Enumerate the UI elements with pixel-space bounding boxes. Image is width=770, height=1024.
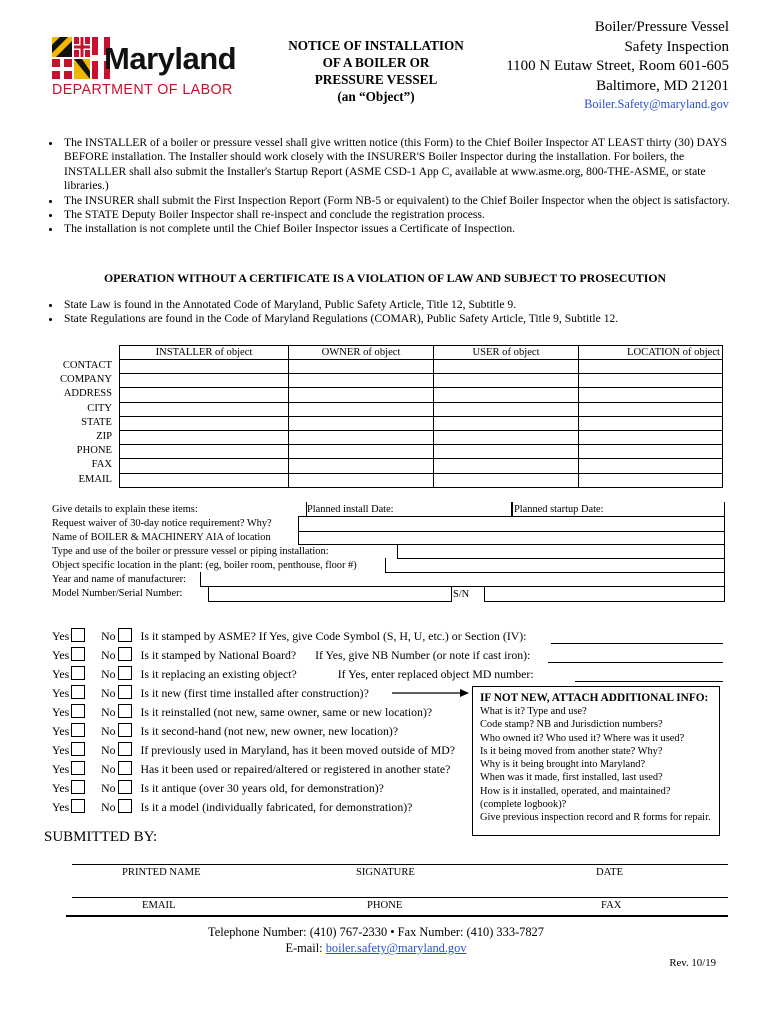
info-line: (complete logbook)? [480, 799, 567, 811]
yes-label: Yes [52, 629, 70, 643]
row-label-phone: PHONE [76, 445, 112, 457]
row-label-state: STATE [81, 416, 112, 428]
nb-answer-line[interactable] [548, 662, 723, 663]
no-label: No [101, 629, 116, 643]
waiver-label: Request waiver of 30-day notice requirement? Why? [52, 518, 272, 529]
installer-contact-cell[interactable] [120, 360, 289, 374]
question-followup: If Yes, enter replaced object MD number: [337, 667, 534, 681]
type-label: Type and use of the boiler or pressure vessel or piping installation: [52, 546, 329, 557]
yes-label: Yes [52, 781, 70, 795]
user-zip-cell[interactable] [434, 430, 579, 444]
no-checkbox[interactable] [118, 704, 132, 718]
question-text: Has it been used or repaired/altered or registered in another state? [140, 762, 451, 776]
location-contact-cell[interactable] [579, 360, 723, 374]
yes-checkbox[interactable] [71, 723, 85, 737]
row-label-fax: FAX [91, 459, 112, 471]
revision-label: Rev. 10/19 [669, 957, 716, 969]
address-line4: Baltimore, MD 21201 [596, 77, 729, 94]
user-state-cell[interactable] [434, 416, 579, 430]
address-line2: Safety Inspection [624, 38, 729, 55]
model-field[interactable] [208, 586, 452, 602]
signature-row-1 [72, 864, 728, 897]
info-line: Give previous inspection record and R forms for repair. [480, 812, 711, 824]
planned-install-label: Planned install Date: [307, 504, 394, 515]
no-label: No [101, 648, 116, 662]
location-zip-cell[interactable] [579, 430, 723, 444]
logo-department: DEPARTMENT OF LABOR [52, 82, 233, 98]
owner-address-cell[interactable] [289, 388, 434, 402]
yes-checkbox[interactable] [71, 704, 85, 718]
column-location: LOCATION of object [579, 346, 723, 360]
info-line: What is it? Type and use? [480, 706, 587, 717]
no-checkbox[interactable] [118, 742, 132, 756]
column-user: USER of object [434, 346, 579, 360]
no-label: No [101, 800, 116, 814]
location-company-cell[interactable] [579, 374, 723, 388]
installer-zip-cell[interactable] [120, 430, 289, 444]
info-line: Why is it being brought into Maryland? [480, 759, 646, 771]
info-line: Code stamp? NB and Jurisdiction numbers? [480, 719, 663, 731]
asme-answer-line[interactable] [551, 643, 723, 644]
no-label: No [101, 705, 116, 719]
question-text: Is it reinstalled (not new, same owner, same or new location)? [140, 705, 433, 719]
yes-checkbox[interactable] [71, 666, 85, 680]
yes-label: Yes [52, 705, 70, 719]
location-fax-cell[interactable] [579, 459, 723, 473]
no-checkbox[interactable] [118, 780, 132, 794]
info-line: Who owned it? Who used it? Where was it used? [480, 732, 685, 744]
question-text: Is it stamped by ASME? If Yes, give Code Symbol (S, H, U, etc.) or Section (IV): [140, 629, 527, 643]
yes-checkbox[interactable] [71, 647, 85, 661]
yes-checkbox[interactable] [71, 799, 85, 813]
office-address [506, 18, 729, 113]
maryland-flag-icon [52, 37, 110, 79]
owner-state-cell[interactable] [289, 416, 434, 430]
location-phone-cell[interactable] [579, 445, 723, 459]
row-label-city: CITY [87, 402, 112, 414]
type-field[interactable] [397, 544, 725, 559]
yes-label: Yes [52, 800, 70, 814]
maryland-logo [52, 37, 262, 99]
aia-label: Name of BOILER & MACHINERY AIA of location [52, 532, 271, 543]
law-item: • State Regulations are found in the Code of Maryland Regulations (COMAR), Public Safety Article, Title 9, Subtitle 12. [62, 312, 762, 326]
footer-email-line [0, 941, 752, 956]
no-checkbox[interactable] [118, 799, 132, 813]
question-text: Is it antique (over 30 years old, for demonstration)? [140, 781, 384, 795]
question-text: Is it replacing an existing object? [140, 667, 297, 681]
printed-name-label: PRINTED NAME [122, 867, 201, 878]
no-label: No [101, 724, 116, 738]
aia-field[interactable] [298, 530, 725, 545]
yes-label: Yes [52, 648, 70, 662]
instructions-list [0, 136, 748, 237]
installer-address-cell[interactable] [120, 388, 289, 402]
location-city-cell[interactable] [579, 402, 723, 416]
question-text: Is it stamped by National Board? [140, 648, 297, 662]
installer-city-cell[interactable] [120, 402, 289, 416]
question-text: If previously used in Maryland, has it been moved outside of MD? [140, 743, 456, 757]
additional-info-box [472, 686, 720, 836]
yes-label: Yes [52, 762, 70, 776]
contact-row-labels [30, 359, 112, 487]
no-checkbox[interactable] [118, 647, 132, 661]
owner-contact-cell[interactable] [289, 360, 434, 374]
date-field[interactable] [522, 879, 728, 895]
info-line: How is it installed, operated, and maintained? [480, 785, 671, 797]
no-label: No [101, 762, 116, 776]
row-label-contact: CONTACT [62, 360, 112, 371]
no-checkbox[interactable] [118, 723, 132, 737]
prosecution-warning: OPERATION WITHOUT A CERTIFICATE IS A VIOLATION OF LAW AND SUBJECT TO PROSECUTION [103, 271, 667, 285]
instruction-item: • The INSTALLER of a boiler or pressure vessel shall give written notice (this Form) to the Chief Boiler Inspector AT LEAST thirty (30) DAYS BEFORE installation. The Installer should work closely with the INSURER'S Boiler Inspector during the installation. For boilers, the INSTALLER shall also submit the Installer's Startup Report (ASME CSD-1 App C, available at www.asme.org, 800-THE-ASME, or state libraries.) [62, 136, 748, 194]
owner-company-cell[interactable] [289, 374, 434, 388]
yes-label: Yes [52, 686, 70, 700]
no-checkbox[interactable] [118, 685, 132, 699]
column-owner: OWNER of object [289, 346, 434, 360]
contact-table [119, 345, 723, 488]
form-title-line2: OF A BOILER OR [322, 55, 430, 70]
question-row [52, 627, 552, 646]
serial-number-field[interactable] [484, 586, 725, 602]
arrow-right-icon [392, 688, 470, 698]
phone-label: PHONE [367, 900, 403, 911]
instruction-item: • The STATE Deputy Boiler Inspector shall re-inspect and conclude the registration process. [62, 208, 748, 222]
address-line3: 1100 N Eutaw Street, Room 601-605 [506, 58, 729, 74]
signature-field[interactable] [292, 879, 512, 895]
footer-contact: Telephone Number: (410) 767-2330 • Fax Number: (410) 333-7827 [208, 925, 544, 939]
no-checkbox[interactable] [118, 628, 132, 642]
signature-label: SIGNATURE [356, 867, 415, 878]
user-company-cell[interactable] [434, 374, 579, 388]
owner-fax-cell[interactable] [289, 459, 434, 473]
location-state-cell[interactable] [579, 416, 723, 430]
yes-label: Yes [52, 743, 70, 757]
instruction-item: • The installation is not complete until the Chief Boiler Inspector issues a Certificate of Inspection. [62, 222, 748, 236]
installer-fax-cell[interactable] [120, 459, 289, 473]
installer-company-cell[interactable] [120, 374, 289, 388]
column-installer: INSTALLER of object [120, 346, 289, 360]
yes-checkbox[interactable] [71, 742, 85, 756]
row-label-company: COMPANY [59, 374, 112, 386]
footer-email-link[interactable]: boiler.safety@maryland.gov [325, 941, 467, 955]
question-row [52, 665, 552, 684]
serial-number-label: S/N [453, 589, 470, 600]
row-label-email: EMAIL [78, 473, 112, 485]
md-number-answer-line[interactable] [575, 681, 723, 682]
installer-phone-cell[interactable] [120, 445, 289, 459]
row-label-address: ADDRESS [63, 388, 112, 400]
installer-state-cell[interactable] [120, 416, 289, 430]
question-row [52, 646, 552, 665]
location-address-cell[interactable] [579, 388, 723, 402]
no-checkbox[interactable] [118, 666, 132, 680]
question-text: Is it second-hand (not new, new owner, new location)? [140, 724, 399, 738]
row-label-zip: ZIP [96, 431, 112, 443]
question-text: Is it new (first time installed after construction)? [140, 686, 369, 700]
info-line: When was it made, first installed, last used? [480, 772, 663, 784]
yes-label: Yes [52, 724, 70, 738]
manufacturer-label: Year and name of manufacturer: [52, 574, 186, 585]
info-box-title: IF NOT NEW, ATTACH ADDITIONAL INFO: [480, 692, 709, 704]
owner-city-cell[interactable] [289, 402, 434, 416]
user-phone-cell[interactable] [434, 445, 579, 459]
footer-email-prefix: E-mail: [285, 941, 326, 955]
user-address-cell[interactable] [434, 388, 579, 402]
user-fax-cell[interactable] [434, 459, 579, 473]
yes-checkbox[interactable] [71, 780, 85, 794]
question-followup: If Yes, give NB Number (or note if cast iron): [315, 648, 531, 662]
owner-zip-cell[interactable] [289, 430, 434, 444]
form-title-line4: (an “Object”) [337, 89, 415, 104]
no-label: No [101, 686, 116, 700]
model-label: Model Number/Serial Number: [52, 588, 183, 599]
yes-checkbox[interactable] [71, 685, 85, 699]
location-email-cell[interactable] [579, 473, 723, 487]
logo-state-name: Maryland [104, 41, 237, 76]
form-title [270, 37, 482, 105]
no-label: No [101, 743, 116, 757]
laws-list [0, 298, 762, 327]
yes-checkbox[interactable] [71, 761, 85, 775]
yes-checkbox[interactable] [71, 628, 85, 642]
no-label: No [101, 781, 116, 795]
details-intro: Give details to explain these items: [52, 504, 198, 515]
question-text: Is it a model (individually fabricated, for demonstration)? [140, 800, 413, 814]
yes-label: Yes [52, 667, 70, 681]
user-city-cell[interactable] [434, 402, 579, 416]
owner-email-cell[interactable] [289, 473, 434, 487]
installer-email-cell[interactable] [120, 473, 289, 487]
submitted-by-heading: SUBMITTED BY: [44, 829, 158, 845]
instruction-item: • The INSURER shall submit the First Inspection Report (Form NB-5 or equivalent) to the Chief Boiler Inspector when the object is satisfactory. [62, 194, 748, 208]
location-field[interactable] [385, 558, 725, 573]
location-label: Object specific location in the plant: (eg, boiler room, penthouse, floor #) [52, 560, 357, 571]
email-label: EMAIL [142, 900, 176, 911]
office-email-link[interactable]: Boiler.Safety@maryland.gov [584, 97, 729, 111]
printed-name-field[interactable] [72, 879, 282, 895]
info-box-lines [480, 705, 719, 825]
no-label: No [101, 667, 116, 681]
no-checkbox[interactable] [118, 761, 132, 775]
law-item: • State Law is found in the Annotated Code of Maryland, Public Safety Article, Title 12, Subtitle 9. [62, 298, 762, 312]
date-label: DATE [596, 867, 624, 878]
info-line: Is it being moved from another state? Why? [480, 745, 663, 757]
footer-divider [66, 915, 728, 917]
user-contact-cell[interactable] [434, 360, 579, 374]
form-title-line1: NOTICE OF INSTALLATION [288, 38, 464, 53]
planned-startup-label: Planned startup Date: [514, 504, 604, 515]
user-email-cell[interactable] [434, 473, 579, 487]
manufacturer-field[interactable] [200, 572, 725, 587]
fax-label: FAX [601, 900, 622, 911]
form-title-line3: PRESSURE VESSEL [314, 72, 438, 87]
owner-phone-cell[interactable] [289, 445, 434, 459]
address-line1: Boiler/Pressure Vessel [594, 19, 729, 35]
